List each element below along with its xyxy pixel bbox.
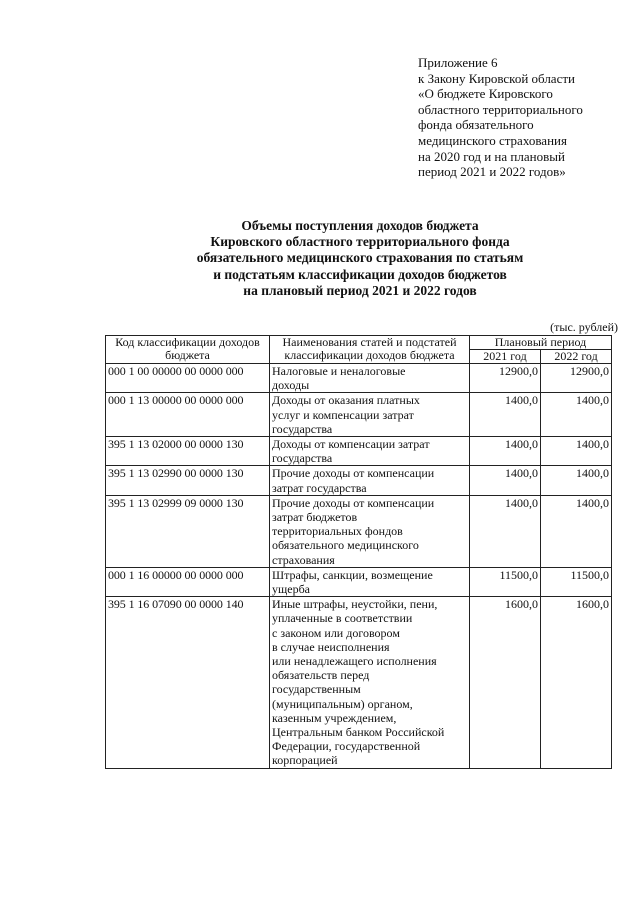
- cell-name-line: Прочие доходы от компенсации: [272, 495, 435, 510]
- appendix-line: к Закону Кировской области: [418, 70, 575, 86]
- title-line: Объемы поступления доходов бюджета: [241, 218, 479, 233]
- table-row: [106, 597, 612, 768]
- cell-name: [270, 437, 470, 466]
- cell-name: [270, 466, 470, 495]
- table-row: [106, 393, 612, 437]
- cell-y2021: 12900,0: [470, 364, 541, 393]
- table-row: [106, 495, 612, 567]
- cell-y2022: 1400,0: [541, 437, 612, 466]
- units-label: (тыс. рублей): [550, 320, 618, 334]
- cell-name-line: уплаченные в соответствии: [272, 611, 413, 626]
- cell-y2022: 1400,0: [541, 495, 612, 567]
- table-header-row: [106, 336, 612, 350]
- title-line: обязательного медицинского страхования по статьям: [196, 250, 524, 266]
- cell-y2021: 1400,0: [470, 393, 541, 437]
- cell-y2022: 1600,0: [541, 597, 612, 768]
- cell-name-line: Центральным банком Российской: [272, 725, 445, 740]
- appendix-line: на 2020 год и на плановый: [418, 148, 565, 164]
- cell-name-line: корпорацией: [272, 753, 338, 768]
- cell-code: 000 1 16 00000 00 0000 000: [106, 567, 270, 596]
- cell-y2021: 1400,0: [470, 495, 541, 567]
- cell-code: 000 1 13 00000 00 0000 000: [106, 393, 270, 437]
- cell-code: 395 1 13 02990 00 0000 130: [106, 466, 270, 495]
- cell-name-line: или ненадлежащего исполнения: [272, 654, 437, 669]
- cell-code: 395 1 13 02999 09 0000 130: [106, 495, 270, 567]
- cell-name-line: государства: [272, 421, 333, 436]
- cell-name-line: государства: [272, 451, 333, 466]
- cell-name-line: услуг и компенсации затрат: [272, 407, 414, 422]
- appendix-line: медицинского страхования: [418, 132, 567, 148]
- cell-name-line: казенным учреждением,: [272, 710, 397, 725]
- cell-name-line: Федерации, государственной: [272, 739, 421, 754]
- cell-name-line: Штрафы, санкции, возмещение: [272, 567, 433, 582]
- cell-name-line: Налоговые и неналоговые: [272, 364, 406, 378]
- table-row: [106, 567, 612, 596]
- cell-name-line: Доходы от оказания платных: [272, 393, 420, 408]
- cell-y2022: 12900,0: [541, 364, 612, 393]
- cell-name-line: доходы: [272, 378, 310, 393]
- cell-name-line: обязательств перед: [272, 668, 370, 683]
- cell-name: [270, 597, 470, 768]
- cell-name: [270, 364, 470, 393]
- cell-y2022: 1400,0: [541, 393, 612, 437]
- cell-y2022: 11500,0: [541, 567, 612, 596]
- header-period: Плановый период: [470, 336, 612, 350]
- appendix-line: «О бюджете Кировского: [418, 86, 553, 102]
- table-row: [106, 466, 612, 495]
- cell-name-line: ущерба: [272, 582, 310, 597]
- table-body: [106, 364, 612, 769]
- cell-code: 000 1 00 00000 00 0000 000: [106, 364, 270, 393]
- cell-name-line: государственным: [272, 682, 361, 697]
- cell-name-line: Доходы от компенсации затрат: [272, 437, 430, 452]
- cell-name: [270, 495, 470, 567]
- revenue-table: [105, 335, 612, 769]
- cell-y2021: 1600,0: [470, 597, 541, 768]
- cell-y2021: 11500,0: [470, 567, 541, 596]
- appendix-header: [418, 55, 628, 180]
- header-2021: 2021 год: [470, 350, 541, 364]
- cell-name-line: обязательного медицинского: [272, 538, 419, 553]
- cell-name: [270, 567, 470, 596]
- appendix-line: Приложение 6: [418, 55, 498, 70]
- table-row: [106, 437, 612, 466]
- cell-y2022: 1400,0: [541, 466, 612, 495]
- cell-name-line: (муниципальным) органом,: [272, 696, 413, 711]
- cell-y2021: 1400,0: [470, 437, 541, 466]
- cell-name-line: в случае неисполнения: [272, 639, 390, 654]
- table-row: [106, 364, 612, 393]
- cell-name-line: затрат государства: [272, 480, 367, 495]
- cell-name-line: с законом или договором: [272, 625, 400, 640]
- cell-y2021: 1400,0: [470, 466, 541, 495]
- header-2022: 2022 год: [541, 350, 612, 364]
- header-code: Код классификации доходов бюджета: [106, 336, 270, 364]
- cell-name: [270, 393, 470, 437]
- cell-name-line: затрат бюджетов: [272, 510, 358, 525]
- cell-code: 395 1 16 07090 00 0000 140: [106, 597, 270, 768]
- cell-code: 395 1 13 02000 00 0000 130: [106, 437, 270, 466]
- title-line: и подстатьям классификации доходов бюджетов: [213, 266, 507, 282]
- cell-name-line: Прочие доходы от компенсации: [272, 466, 435, 481]
- appendix-line: областного территориального: [418, 101, 583, 117]
- cell-name-line: Иные штрафы, неустойки, пени,: [272, 597, 438, 612]
- appendix-line: фонда обязательного: [418, 117, 534, 133]
- document-title: [150, 218, 570, 299]
- title-line: Кировского областного территориального фонда: [210, 234, 510, 250]
- header-name: Наименования статей и подстатей классификации доходов бюджета: [270, 336, 470, 364]
- title-line: на плановый период 2021 и 2022 годов: [243, 282, 477, 298]
- appendix-line: период 2021 и 2022 годов»: [418, 164, 566, 180]
- cell-name-line: страхования: [272, 552, 335, 567]
- cell-name-line: территориальных фондов: [272, 524, 403, 539]
